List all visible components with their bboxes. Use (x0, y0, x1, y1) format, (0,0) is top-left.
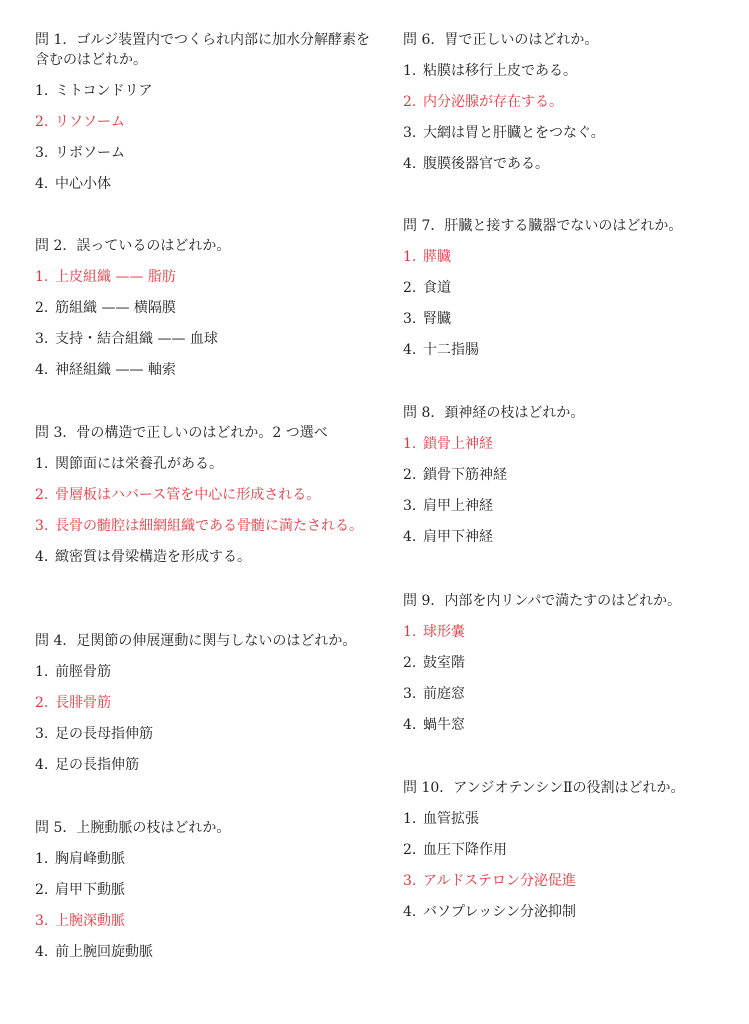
option-text: 膵臓 (423, 249, 451, 265)
option-number: 4. (35, 944, 49, 960)
option-number: 3. (35, 913, 49, 929)
option-item-correct (35, 112, 375, 132)
option-list (403, 434, 723, 547)
option-item (35, 143, 375, 163)
option-item (35, 360, 375, 380)
option-text: ミトコンドリア (55, 83, 153, 99)
option-item (403, 684, 723, 704)
option-item (403, 653, 723, 673)
option-list (35, 267, 375, 380)
question-2 (35, 236, 375, 380)
option-number: 4. (403, 342, 417, 358)
option-item (403, 496, 723, 516)
option-number: 2. (35, 300, 49, 316)
option-item (35, 662, 375, 682)
option-item (35, 298, 375, 318)
option-number: 1. (403, 811, 417, 827)
option-item (403, 809, 723, 829)
option-text: 前上腕回旋動脈 (55, 944, 153, 960)
option-item-correct (403, 247, 723, 267)
option-text: 胸肩峰動脈 (55, 851, 125, 867)
question-4 (35, 631, 375, 775)
question-6 (403, 30, 723, 174)
option-item (35, 454, 375, 474)
option-number: 2. (35, 882, 49, 898)
question-5 (35, 818, 375, 962)
option-text: 筋組織 —— 横隔膜 (55, 300, 176, 316)
option-number: 3. (403, 311, 417, 327)
option-item-correct (35, 485, 375, 505)
question-title: 問 10．アンジオテンシンⅡの役割はどれか。 (403, 780, 685, 796)
option-text: 鼓室階 (423, 655, 465, 671)
option-text: 十二指腸 (423, 342, 479, 358)
option-item (403, 340, 723, 360)
option-number: 1. (35, 83, 49, 99)
option-item (35, 849, 375, 869)
option-text: 大網は胃と肝臓とをつなぐ。 (423, 125, 605, 141)
question-title: 問 4．足関節の伸展運動に関与しないのはどれか。 (35, 633, 357, 649)
question-1 (35, 30, 375, 194)
question-title: 問 5．上腕動脈の枝はどれか。 (35, 820, 231, 836)
option-text: リボソーム (55, 145, 125, 161)
option-text: 鎖骨下筋神経 (423, 467, 507, 483)
option-item (403, 61, 723, 81)
option-item (403, 840, 723, 860)
option-text: 蝸牛窓 (423, 717, 465, 733)
option-text: 腎臓 (423, 311, 451, 327)
option-item (403, 715, 723, 735)
option-number: 4. (35, 757, 49, 773)
option-text: 肩甲下神経 (423, 529, 493, 545)
option-number: 3. (403, 125, 417, 141)
option-number: 3. (35, 518, 49, 534)
option-number: 1. (35, 269, 49, 285)
option-item (403, 123, 723, 143)
option-text: リソソーム (55, 114, 125, 130)
question-10 (403, 778, 723, 922)
option-text: アルドステロン分泌促進 (423, 873, 577, 889)
option-text: 腹膜後器官である。 (423, 156, 549, 172)
option-number: 2. (403, 467, 417, 483)
option-text: 支持・結合組織 —— 血球 (55, 331, 218, 347)
option-number: 2. (35, 695, 49, 711)
option-text: バソプレッシン分泌抑制 (423, 904, 576, 920)
option-number: 1. (35, 851, 49, 867)
option-number: 4. (403, 717, 417, 733)
option-item (35, 174, 375, 194)
question-9 (403, 591, 723, 735)
option-item-correct (35, 516, 375, 536)
option-item (403, 278, 723, 298)
option-text: 長腓骨筋 (55, 695, 111, 711)
option-item (35, 81, 375, 101)
option-text: 血圧下降作用 (423, 842, 507, 858)
option-text: 緻密質は骨梁構造を形成する。 (55, 549, 251, 565)
option-text: 中心小体 (55, 176, 111, 192)
option-number: 1. (35, 456, 49, 472)
option-list (403, 809, 723, 922)
option-text: 粘膜は移行上皮である。 (423, 63, 577, 79)
option-item-correct (403, 434, 723, 454)
option-text: 食道 (423, 280, 451, 296)
option-text: 前脛骨筋 (55, 664, 111, 680)
option-number: 4. (35, 362, 49, 378)
option-list (403, 622, 723, 735)
option-text: 足の長指伸筋 (55, 757, 139, 773)
option-number: 2. (403, 842, 417, 858)
option-text: 鎖骨上神経 (423, 436, 493, 452)
option-number: 4. (35, 176, 49, 192)
option-item (35, 942, 375, 962)
option-text: 前庭窓 (423, 686, 465, 702)
option-number: 1. (403, 63, 417, 79)
option-item (35, 329, 375, 349)
option-item-correct (35, 911, 375, 931)
option-list (35, 849, 375, 962)
question-7 (403, 216, 723, 360)
option-number: 4. (403, 529, 417, 545)
question-8 (403, 403, 723, 547)
option-item (35, 547, 375, 567)
option-item-correct (35, 693, 375, 713)
question-3 (35, 423, 375, 567)
option-item (403, 465, 723, 485)
option-item (35, 880, 375, 900)
question-title: 問 9．内部を内リンパで満たすのはどれか。 (403, 593, 682, 609)
question-title: 問 8．頚神経の枝はどれか。 (403, 405, 585, 421)
option-number: 1. (403, 624, 417, 640)
option-number: 1. (403, 249, 417, 265)
option-text: 長骨の髄腔は細網組織である骨髄に満たされる。 (55, 518, 363, 534)
option-text: 足の長母指伸筋 (55, 726, 153, 742)
option-number: 2. (35, 114, 49, 130)
option-item-correct (403, 622, 723, 642)
option-text: 球形嚢 (423, 624, 465, 640)
option-number: 2. (403, 280, 417, 296)
option-number: 3. (403, 498, 417, 514)
option-number: 1. (35, 664, 49, 680)
option-item (403, 154, 723, 174)
option-number: 3. (35, 145, 49, 161)
option-number: 3. (403, 686, 417, 702)
option-number: 3. (35, 331, 49, 347)
option-item (35, 724, 375, 744)
option-number: 2. (403, 655, 417, 671)
option-list (35, 662, 375, 775)
option-number: 4. (403, 156, 417, 172)
option-list (35, 454, 375, 567)
option-text: 肩甲下動脈 (55, 882, 125, 898)
option-number: 2. (403, 94, 417, 110)
option-text: 上腕深動脈 (55, 913, 125, 929)
option-number: 1. (403, 436, 417, 452)
option-number: 4. (403, 904, 417, 920)
question-title: 問 2．誤っているのはどれか。 (35, 238, 231, 254)
option-list (35, 81, 375, 194)
option-text: 関節面には栄養孔がある。 (55, 456, 223, 472)
option-item-correct (35, 267, 375, 287)
question-title: 問 6．胃で正しいのはどれか。 (403, 32, 599, 48)
option-text: 血管拡張 (423, 811, 479, 827)
option-text: 肩甲上神経 (423, 498, 493, 514)
option-item (403, 309, 723, 329)
option-text: 骨層板はハバース管を中心に形成される。 (55, 487, 321, 503)
option-list (403, 61, 723, 174)
option-item-correct (403, 92, 723, 112)
option-text: 神経組織 —— 軸索 (55, 362, 176, 378)
option-number: 4. (35, 549, 49, 565)
option-number: 3. (35, 726, 49, 742)
option-text: 内分泌腺が存在する。 (423, 94, 563, 110)
option-text: 上皮組織 —— 脂肪 (55, 269, 176, 285)
question-title: 問 7．肝臓と接する臓器でないのはどれか。 (403, 218, 683, 234)
option-item-correct (403, 871, 723, 891)
option-item (403, 527, 723, 547)
option-number: 3. (403, 873, 417, 889)
option-number: 2. (35, 487, 49, 503)
option-item (403, 902, 723, 922)
option-list (403, 247, 723, 360)
question-title: 問 3．骨の構造で正しいのはどれか。2 つ選べ (35, 425, 328, 441)
option-item (35, 755, 375, 775)
question-title: 問 1．ゴルジ装置内でつくられ内部に加水分解酵素を含むのはどれか。 (35, 32, 371, 68)
